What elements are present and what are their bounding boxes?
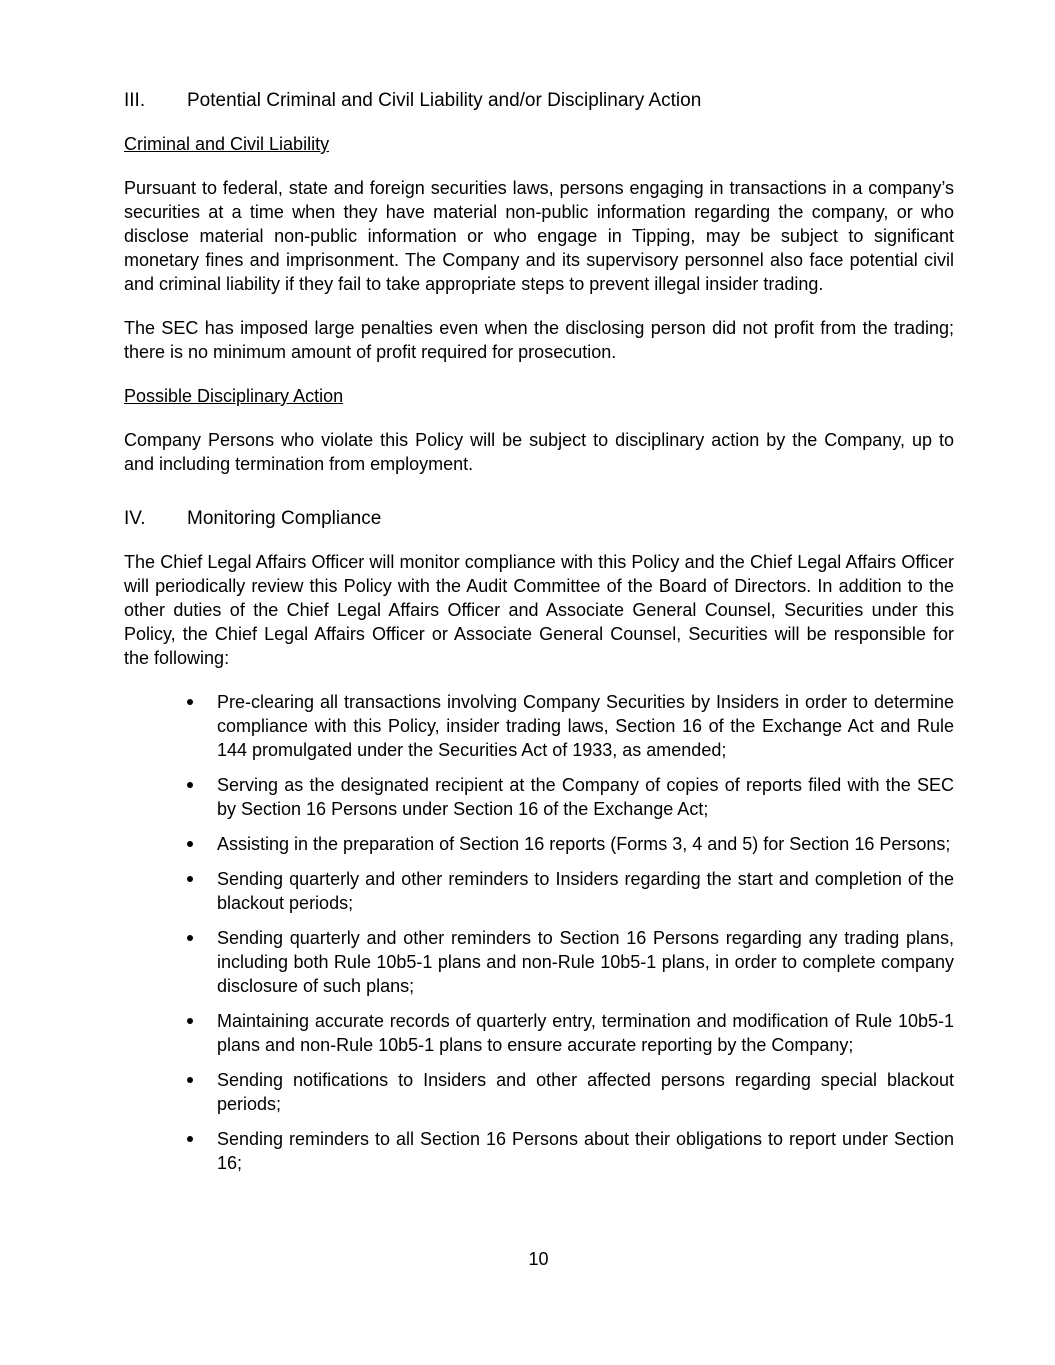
list-item-text: Sending quarterly and other reminders to Section 16 Persons regarding any trading plans, including both Rule 10b5-1 plans and non-Rule 10b5-1 plans, in order to complete company disclosure of such plans; — [217, 928, 954, 996]
list-item — [124, 832, 954, 856]
bullet-icon — [124, 867, 217, 915]
paragraph-sec-penalties: The SEC has imposed large penalties even when the disclosing person did not profit from the trading; there is no minimum amount of profit required for prosecution. — [124, 318, 954, 362]
bullet-icon — [124, 832, 217, 856]
page-number: 10 — [528, 1249, 549, 1269]
list-item — [124, 1068, 954, 1116]
list-item-text: Sending reminders to all Section 16 Persons about their obligations to report under Section 16; — [217, 1129, 954, 1173]
list-item — [124, 1127, 954, 1175]
section-heading-3 — [124, 88, 954, 114]
list-item-text: Serving as the designated recipient at the Company of copies of reports filed with the SEC by Section 16 Persons under Section 16 of the Exchange Act; — [217, 775, 954, 819]
paragraph-disciplinary: Company Persons who violate this Policy will be subject to disciplinary action by the Company, up to and including termination from employment. — [124, 430, 954, 474]
list-item — [124, 1009, 954, 1057]
bullet-icon — [124, 773, 217, 821]
list-item — [124, 773, 954, 821]
list-item-text: Maintaining accurate records of quarterly entry, termination and modification of Rule 10b5-1 plans and non-Rule 10b5-1 plans to ensure accurate reporting by the Company; — [217, 1011, 954, 1055]
list-item-text: Pre-clearing all transactions involving Company Securities by Insiders in order to determine compliance with this Policy, insider trading laws, Section 16 of the Exchange Act and Rule 144 promulgated under the Securities Act of 1933, as amended; — [217, 692, 954, 760]
list-item — [124, 926, 954, 998]
subheading-criminal-civil-liability: Criminal and Civil Liability — [124, 134, 330, 154]
bullet-icon — [124, 1009, 217, 1057]
bullet-icon — [124, 1127, 217, 1175]
list-item — [124, 867, 954, 915]
paragraph-liability: Pursuant to federal, state and foreign securities laws, persons engaging in transactions in a company’s securities at a time when they have material non-public information regarding the company, or who disclose material non-public information or who engage in Tipping, may be subject to significant monetary fines and imprisonment. The Company and its supervisory personnel also face potential civil and criminal liability if they fail to take appropriate steps to prevent illegal insider trading. — [124, 178, 954, 294]
list-item — [124, 690, 954, 762]
paragraph-monitoring: The Chief Legal Affairs Officer will monitor compliance with this Policy and the Chief Legal Affairs Officer will periodically review this Policy with the Audit Committee of the Board of Directors. In addition to the other duties of the Chief Legal Affairs Officer and Associate General Counsel, Securities under this Policy, the Chief Legal Affairs Officer or Associate General Counsel, Securities will be responsible for the following: — [124, 552, 954, 668]
bullet-icon — [124, 926, 217, 998]
subheading-disciplinary-action: Possible Disciplinary Action — [124, 386, 344, 406]
section-heading-4 — [124, 506, 954, 532]
list-item-text: Sending quarterly and other reminders to Insiders regarding the start and completion of the blackout periods; — [217, 869, 954, 913]
responsibilities-list — [124, 690, 954, 1175]
section-number: III. — [124, 90, 146, 111]
section-number: IV. — [124, 508, 146, 529]
section-title: Potential Criminal and Civil Liability and/or Disciplinary Action — [187, 90, 702, 111]
document-page — [124, 88, 954, 1186]
list-item-text: Sending notifications to Insiders and other affected persons regarding special blackout periods; — [217, 1070, 954, 1114]
bullet-icon — [124, 690, 217, 762]
bullet-icon — [124, 1068, 217, 1116]
section-title: Monitoring Compliance — [187, 508, 382, 529]
list-item-text: Assisting in the preparation of Section 16 reports (Forms 3, 4 and 5) for Section 16 Persons; — [217, 834, 951, 854]
